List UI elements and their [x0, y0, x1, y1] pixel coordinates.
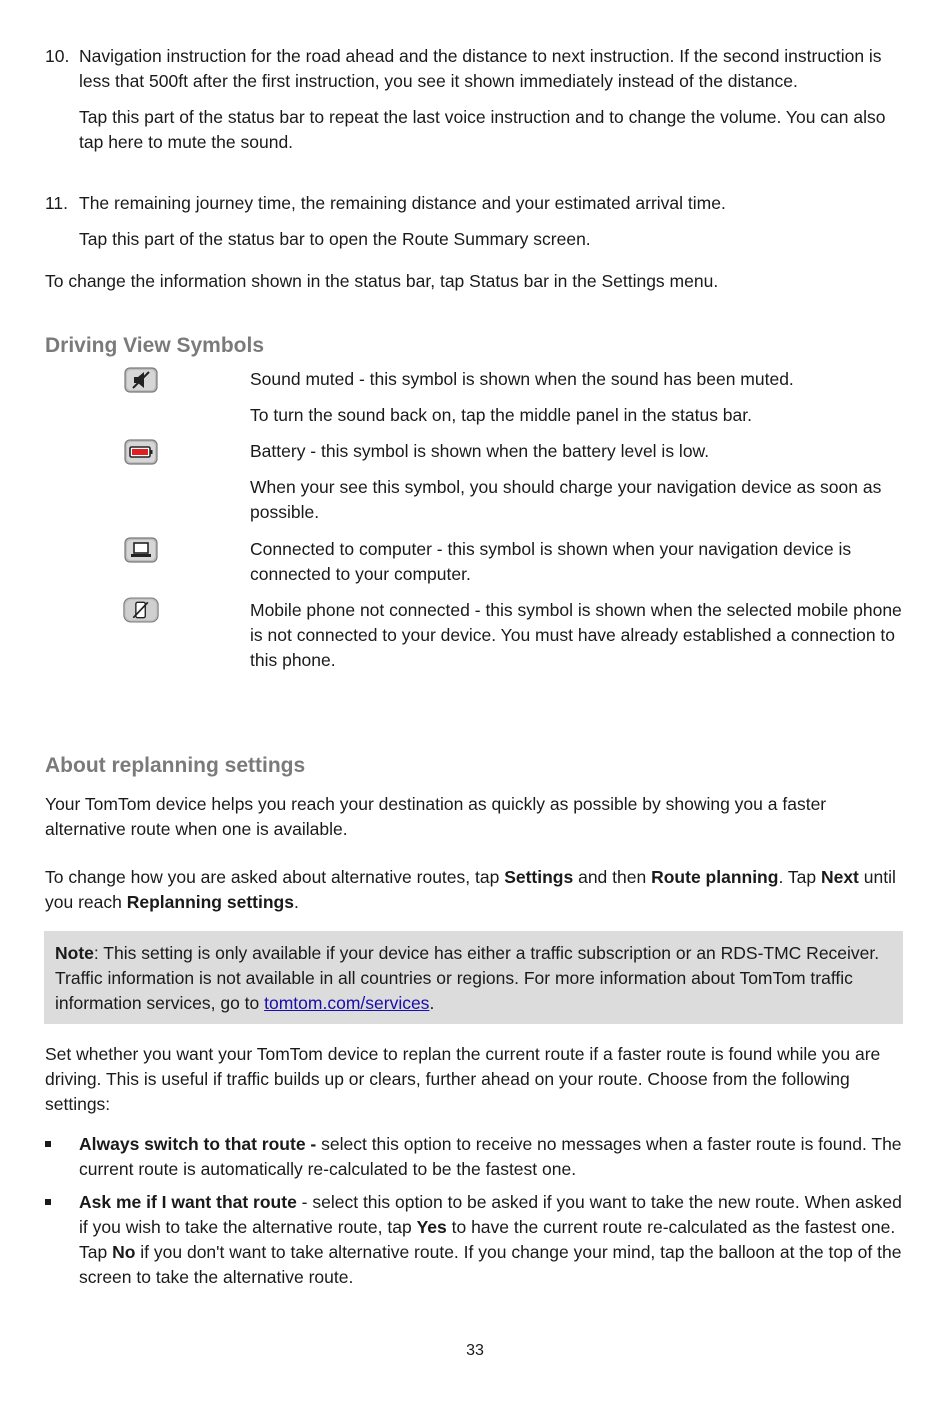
sound-muted-icon — [123, 367, 159, 393]
page-number: 33 — [466, 1342, 484, 1359]
replanning-intro: Your TomTom device helps you reach your destination as quickly as possible by showing you a faster alternative route when one is available. — [45, 794, 827, 839]
text-run: . — [429, 993, 435, 1013]
option-name: Ask me if I want that route — [79, 1192, 297, 1212]
symbol-description: Sound muted - this symbol is shown when the sound has been muted. — [250, 369, 794, 389]
symbol-row-battery — [45, 439, 905, 525]
replanning-settings-term: Replanning settings — [126, 892, 294, 912]
item-number: 11. — [45, 193, 69, 213]
phone-not-connected-icon — [123, 597, 159, 623]
bullet-marker — [45, 1199, 51, 1205]
symbol-description: Battery - this symbol is shown when the battery level is low. — [250, 441, 710, 461]
replanning-how-to — [45, 865, 907, 915]
text-run: To change how you are asked about alternative routes, tap — [45, 867, 505, 887]
symbol-description: To turn the sound back on, tap the middle panel in the status bar. — [250, 405, 752, 425]
item-text: Tap this part of the status bar to open the Route Summary screen. — [79, 229, 591, 249]
item-text: Navigation instruction for the road ahead and the distance to next instruction. If the second instruction is less that 500ft after the first instruction, you see it shown immediately instead of the distance. — [79, 46, 882, 91]
bullet-ask-me — [45, 1190, 907, 1290]
symbol-row-sound-muted — [45, 367, 905, 428]
item-text: Tap this part of the status bar to repeat the last voice instruction and to change the volume. You can also tap here to mute the sound. — [79, 107, 886, 152]
next-term: Next — [820, 867, 859, 887]
symbol-description: Connected to computer - this symbol is shown when your navigation device is connected to your computer. — [250, 539, 852, 584]
route-planning-term: Route planning — [651, 867, 779, 887]
computer-connected-icon — [123, 537, 159, 563]
section-heading-replanning: About replanning settings — [45, 754, 306, 777]
text-run: select this option to receive no messages when a faster route is found. The current route is automatically re-calculated to be the fastest one. — [79, 1134, 902, 1179]
section-heading-symbols: Driving View Symbols — [45, 334, 265, 357]
bullet-text — [79, 1132, 907, 1182]
text-run: if you don't want to take alternative route. If you change your mind, tap the balloon at the top of the screen to take the alternative route. — [79, 1242, 902, 1287]
symbol-row-phone — [45, 598, 905, 673]
settings-term: Settings — [504, 867, 574, 887]
item-text: The remaining journey time, the remaining distance and your estimated arrival time. — [79, 193, 726, 213]
symbol-row-computer — [45, 537, 905, 587]
text-run: to have the current route re-calculated as the fastest one. Tap — [79, 1217, 896, 1262]
replanning-choose: Set whether you want your TomTom device to replan the current route if a faster route is found while you are driving. This is useful if traffic builds up or clears, further ahead on your route. Choose from the following settings: — [45, 1044, 881, 1114]
symbol-description: Mobile phone not connected - this symbol is shown when the selected mobile phone is not connected to your device. You must have already established a connection to this phone. — [250, 600, 902, 670]
status-bar-note: To change the information shown in the status bar, tap Status bar in the Settings menu. — [45, 271, 719, 291]
services-link[interactable]: tomtom.com/services — [264, 993, 430, 1013]
text-run: - select this option to be asked if you want to take the new route. When asked if you wish to take the alternative route, tap — [79, 1192, 902, 1237]
text-run: and then — [573, 867, 652, 887]
bullet-marker — [45, 1141, 51, 1147]
no-term: No — [112, 1242, 136, 1262]
text-run: . Tap — [778, 867, 821, 887]
item-number: 10. — [45, 46, 70, 66]
bullet-always-switch — [45, 1132, 907, 1182]
symbol-description: When your see this symbol, you should charge your navigation device as soon as possible. — [250, 477, 882, 522]
bullet-text — [79, 1190, 907, 1290]
list-item-10 — [45, 44, 905, 155]
text-run: until you reach — [45, 867, 896, 912]
note-text: : This setting is only available if your device has either a traffic subscription or an RDS-TMC Receiver. Traffic information is not available in all countries or regions. For more information about TomTom traffic information services, go to — [55, 943, 880, 1013]
note-box — [44, 931, 903, 1024]
battery-low-icon — [123, 439, 159, 465]
list-item-11 — [45, 191, 905, 252]
yes-term: Yes — [416, 1217, 447, 1237]
text-run: . — [293, 892, 299, 912]
option-name: Always switch to that route - — [79, 1134, 317, 1154]
note-label: Note — [55, 943, 94, 963]
